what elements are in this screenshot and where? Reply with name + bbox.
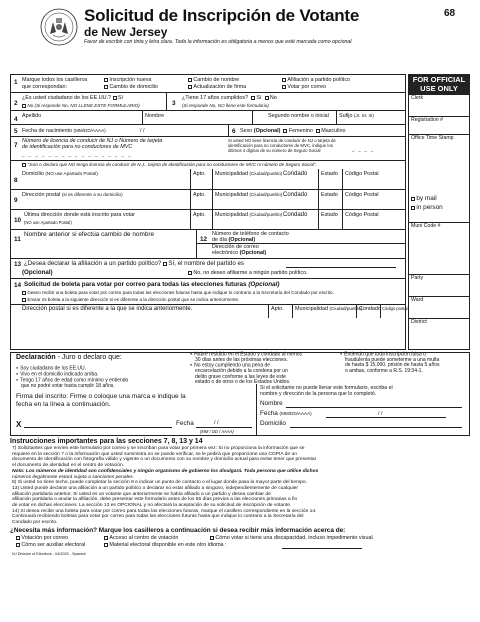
s6-f-checkbox[interactable] [283,129,287,133]
form-instruction: Favor de escribir con tinta y letra clara. Toda la información es obligatoria a menos que esté marcada como opcional. [84,39,353,45]
s12-email-label2: electrónico (Opcional) [212,250,267,256]
decl-col1: ● Soy ciudadano de los EE.UU. ● Vivo en el domicilio indicado arriba. ● Tengo 17 años de edad como mínimo y entiendo que no podré votar hasta cumplir 18 años. [16,366,128,389]
s2-si-checkbox[interactable] [113,96,117,100]
s9-address-input[interactable] [22,200,402,208]
s8-condado: Condado [283,171,308,177]
instr-title: Instrucciones importantes para las secciones 7, 8, 13 y 14 [10,438,203,445]
s1-opt-correo[interactable]: Votar por correo [282,84,326,90]
s14-address-label: Dirección postal si es diferente a la que se indica anteriormente. [22,306,193,312]
s2-no-option[interactable]: No (Si responde No, NO LLENE ESTE FORMULARIO) [22,103,140,108]
s10-label: Última dirección donde está inscrito para votar [24,212,135,218]
s6-m-checkbox[interactable] [316,129,320,133]
signature-input[interactable] [24,416,172,427]
s12-phone-label: Número de teléfono de contacto [212,231,289,237]
s3-si-checkbox[interactable] [251,96,255,100]
nj-seal-icon [40,8,78,46]
s1-label: Marque todos los casilleros [22,77,88,83]
s4-apellido: Apellido [22,113,42,119]
decl-x-mark: X [16,420,22,429]
s7-right3: últimos 4 dígitos de su número de Seguro Social [228,148,321,153]
s3-no-checkbox[interactable] [265,96,269,100]
instr-list: 7) Solicitantes que envíen este formulario por correo y se inscriban para votar por primera vez: Si no proporciona la información que se requiere en la sección 7 o la información que usted suministra no se puede verificar, se le pedirá que proporcione una COPIA de un documento de identificación con fotografía válido y vigente o un documento con su nombre y domicilio actual para evitar tener que presentar el documento de identidad en el centro de votación. Nota: Los números de identidad son confidenciales y ningún organismo de gobierno los divulgará. Toda persona que utilice dichos números ilegalmente estará sujeta a sanciones penales. 8) Si usted no tiene techo, puede completar la sección 8 e indicar un punto de contacto o el lugar donde pasa la mayor parte del tiempo. 13) Usted puede declarar una afiliación a un partido político o declarar no estar afiliado a ninguno, independientemente de cualquier afiliación partidaria anterior. Si usted es un votante que anteriormente se había afiliado a un partido y desea cambiar de afiliación partidaria o anular la afiliación, debe presentar este formulario antes de los 55 días previos a las elecciones primarias a fin de votar en dichas elecciones. La sección 13 es OPCIONAL y no afectará la aceptación de su solicitud de inscripción de votante. 14) Si desea recibir una boleta para votar por correo para todas las elecciones futuras, marque el casillero correspondiente en la sección 14. Continuará recibiendo boletas para votar por correo para todas las elecciones futuras hasta que indique lo contrario a la Secretaría del Condado por escrito. [12,446,319,526]
help-opt-discapacidad[interactable]: Cómo votar si tiene una discapacidad, incluso impedimento visual [210,535,373,541]
s12-email-label: Dirección de correo [212,244,259,250]
s5-date-input[interactable]: / / [140,128,145,134]
decl-helper2: nombre y dirección de la persona que lo completó. [260,391,377,397]
s7-right2: identificación para no conductores de MVC, indique los [228,143,333,148]
official-ward: Ward [411,297,424,303]
decl-sign2: fecha en la línea a continuación. [16,401,111,408]
s14-address-input[interactable] [22,312,402,318]
s7-label: Número de licencia de conducir de NJ o Número de tarjeta [22,138,163,144]
s1-opt-domicilio[interactable]: Cambio de domicilio [104,84,158,90]
s11-label: Nombre anterior si efectúa cambio de nombre [24,231,155,238]
s14-title: Solicitud de boleta para votar por correo para todas las elecciones futuras (Opcional) [24,281,280,288]
form-number: 68 [444,8,456,19]
s10-muni: Municipalidad (Ciudad/pueblo) [215,212,283,218]
footer-note: NJ Division of Elections - 04/2020 - Spanish [12,552,86,556]
decl-title: Declaración - Juro o declaro que: [16,354,122,361]
s4-segundo: Segundo nombre o inicial [268,113,329,119]
s1-opt-afiliacion[interactable]: Afiliación a partido político [282,77,350,83]
help-opt-acceso[interactable]: Acceso al centro de votación [104,535,178,541]
s11-input[interactable] [24,242,194,250]
official-muni-code: Muni Code # [411,223,441,229]
s8-apto: Apto. [193,171,206,177]
s14-option2[interactable]: Enviar mi boleta a la siguiente dirección si es diferente a la dirección postal que se indica anteriormente. [22,297,239,302]
help-opt-auxiliar[interactable]: Cómo ser auxiliar electoral [16,542,85,548]
decl-helper-fecha: Fecha (MM/DD/AAAA) [260,410,312,417]
official-clerk: Clerk [411,95,424,101]
s14-option1[interactable]: Deseo recibir una boleta para votar por correo para todas las elecciones futuras hasta que indique lo contrario a la Secretaría del Condado por escrito. [22,290,334,295]
s14-muni: Municipalidad (Ciudad/pueblo) [295,306,363,312]
s4-nombre: Nombre [145,113,165,119]
help-opt-correo[interactable]: Votación por correo [16,535,68,541]
s10-estado: Estado [321,212,338,218]
s9-muni: Municipalidad (Ciudad/pueblo) [215,192,283,198]
s4-sufijo: Sufijo (Jr. Sr. III) [339,113,374,119]
official-use-header [408,74,470,94]
official-district: District [411,319,427,325]
form-title: Solicitud de Inscripción de Votante [84,6,360,25]
s7-license-input[interactable]: _ _ _ _ _ _ _ _ _ _ _ _ _ _ _ _ _ [22,152,133,157]
decl-fecha: Fecha [176,420,194,427]
s9-estado: Estado [321,192,338,198]
official-party: Party [411,275,424,281]
s1-opt-nombre[interactable]: Cambio de nombre [188,77,239,83]
decl-col3: ● Entiendo que toda inscripción falsa o fraudulenta puede someterme a una multa de hasta $ 15,000, prisión de hasta 5 años o ambas, conforme a R.S. 19:34-1. [340,352,440,374]
s8-muni: Municipalidad (Ciudad/pueblo) [215,171,283,177]
decl-fecha-fmt: (MM / DD / AAAA) [200,429,234,434]
s3-note: (Si responde No, NO llene este formulario) [182,103,269,108]
official-use-line2: USE ONLY [420,83,458,93]
s12-phone-label2: de día (Opcional) [212,237,256,243]
s9-postal: Código Postal [345,192,379,198]
s6-label: Sexo (Opcional) Femenino Masculino [240,128,346,134]
decl-helper-domicilio: Domicilio [260,420,286,427]
decl-fecha-input[interactable]: / / [214,420,219,426]
decl-col2: ● Habré residido en el Estado y condado al menos 30 días antes de las próximas elecciones. ● No estoy cumpliendo una pena de encarcelación debido a la condena por un delito grave conforme a las leyes de este estado o de otros o de los Estados Unidos. [190,352,302,385]
s2-question: ¿Es usted ciudadano de los EE.UU.? Sí [22,95,123,101]
s1-label2: que correspondan: [22,84,67,90]
form-state: de New Jersey [84,25,168,39]
s7-right1: Si usted NO tiene licencia de conducir de NJ o tarjeta de [228,138,336,143]
s13-si-checkbox[interactable] [163,262,167,266]
s14-apto: Apto. [271,306,284,312]
decl-helper1: Si el solicitante no puede llenar este formulario, escriba el [260,385,393,391]
s14-condado: Condado [359,306,381,312]
official-time-stamp: Office Time Stamp [411,135,454,141]
s10-apto: Apto. [193,212,206,218]
s1-opt-inscripcion[interactable]: Inscripción nueva [104,77,151,83]
official-use-line1: FOR OFFICIAL [412,75,466,84]
official-registration: Registration # [411,117,444,123]
s10-note: (NO use Apartado Postal) [24,220,72,225]
s7-oath[interactable]: "Juro o declaro que NO tengo licencia de conducir de N.J., tarjeta de identificación para no conductores de MVC ni número de Seguro Social". [22,162,317,167]
official-in-person[interactable]: in person [411,205,443,211]
s9-apto: Apto. [193,192,206,198]
decl-sign1: Firma del inscrito: Firme o coloque una marca e indique la [16,393,186,400]
help-title: ¿Necesita más información? Marque los casilleros a continuación si desea recibir más información acerca de: [10,527,346,534]
s13-optional: (Opcional) [22,269,53,276]
official-by-mail[interactable]: by mail [411,196,437,202]
s8-label: Domicilio (NO use Apartado Postal) [22,171,98,177]
s1-opt-firma[interactable]: Actualización de firma [188,84,246,90]
s8-postal: Código Postal [345,171,379,177]
s10-condado: Condado [283,212,308,218]
s8-address-input[interactable] [22,180,402,188]
s9-condado: Condado [283,192,308,198]
s14-postal: Código postal [382,306,408,311]
decl-helper-fecha-input[interactable]: / / [378,411,383,417]
signature-line [24,427,172,428]
decl-helper-nombre: Nombre [260,400,283,407]
s13-question: ¿Desea declarar la afiliación a un partido político? Sí, el nombre del partido es [24,260,245,267]
s13-no-option[interactable]: No, no deseo afiliarme a ningún partido político. [188,270,308,276]
s5-label: Fecha de nacimiento (MM/DD/AAAA) [22,128,106,134]
s7-ssn-input[interactable]: _ _ _ _ [352,147,375,152]
s3-question: ¿Tiene 17 años cumplidos? Sí No [182,95,277,101]
s10-postal: Código Postal [345,212,379,218]
s7-label2: de identificación para no conductores de MVC [22,144,133,150]
help-opt-idioma[interactable]: Material electoral disponible en este otro idioma : [104,542,227,548]
s9-label: Dirección postal (si es diferente a su domicilio) [22,192,123,198]
s8-estado: Estado [321,171,338,177]
